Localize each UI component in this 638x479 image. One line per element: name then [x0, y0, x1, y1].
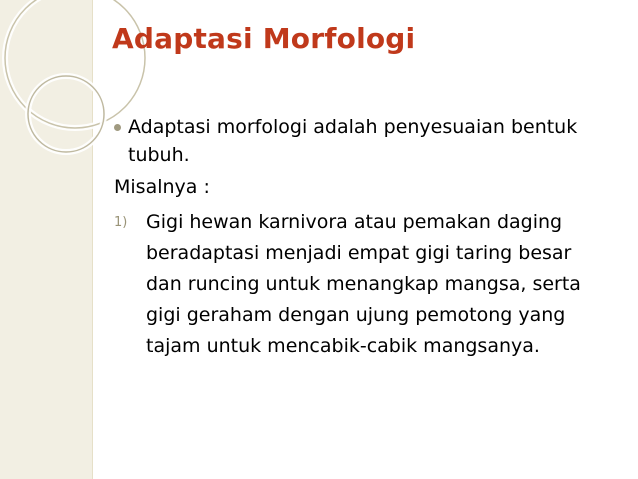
example-label: Misalnya : [114, 176, 210, 198]
bullet-dot-icon [114, 124, 121, 131]
numbered-item-text: Gigi hewan karnivora atau pemakan daging beradaptasi menjadi empat gigi taring besar dan runcing untuk menangkap mangsa, serta gigi geraham dengan ujung pemotong yang tajam untuk mencabik-cabik mangsanya. [146, 211, 581, 357]
numbered-item-marker: 1) [114, 215, 128, 230]
bullet-item [114, 113, 594, 169]
numbered-item [114, 207, 594, 362]
slide-body [114, 113, 594, 362]
bullet-text: Adaptasi morfologi adalah penyesuaian bentuk tubuh. [128, 116, 578, 166]
slide-title: Adaptasi Morfologi [112, 22, 416, 55]
